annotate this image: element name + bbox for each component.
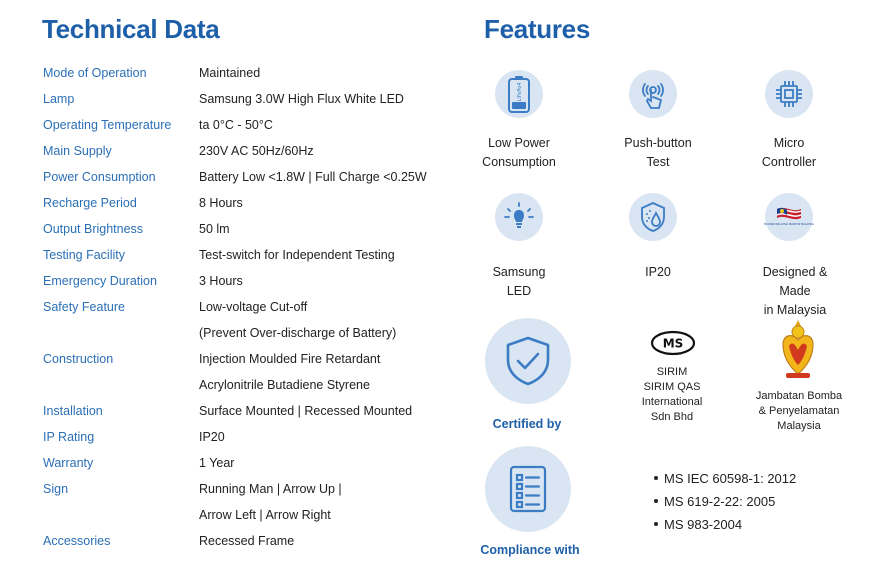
spec-row [0, 326, 470, 352]
spec-value: IP20 [199, 430, 225, 444]
feature-line: Controller [761, 155, 817, 169]
spec-value: Recessed Frame [199, 534, 295, 548]
org-line: SIRIM [656, 366, 688, 378]
feature-micro-controller [734, 134, 844, 172]
spec-row [0, 222, 470, 248]
feature-line: Low Power [488, 136, 550, 150]
org-line: Jambatan Bomba [755, 390, 843, 402]
feature-made-in-malaysia [740, 263, 850, 320]
spec-label: Construction [43, 352, 114, 366]
spec-row [0, 170, 470, 196]
spec-label: Power Consumption [43, 170, 156, 184]
feature-line: Micro [773, 136, 805, 150]
spec-label: Output Brightness [43, 222, 144, 236]
bullet-icon [654, 522, 658, 526]
spec-value: 8 Hours [199, 196, 243, 210]
standard-item [654, 494, 775, 509]
bullet-icon [654, 476, 658, 480]
spec-value: ta 0°C - 50°C [199, 118, 273, 132]
org-line: & Penyelamatan [758, 405, 840, 417]
spec-row [0, 352, 470, 378]
spec-row [0, 144, 470, 170]
spec-label: Operating Temperature [43, 118, 172, 132]
spec-value: Injection Moulded Fire Retardant [199, 352, 381, 366]
spec-label: Sign [43, 482, 69, 496]
spec-label: Emergency Duration [43, 274, 157, 288]
certified-by-label: Certified by [492, 417, 562, 431]
standard-text: MS 983-2004 [664, 517, 743, 532]
spec-row [0, 274, 470, 300]
feature-line: Made [779, 284, 811, 298]
spec-label: Installation [43, 404, 103, 418]
feature-line: in Malaysia [763, 303, 827, 317]
feature-line: LED [506, 284, 532, 298]
spec-value: Surface Mounted | Recessed Mounted [199, 404, 413, 418]
spec-value: Test-switch for Independent Testing [199, 248, 395, 262]
spec-value: Running Man | Arrow Up | [199, 482, 342, 496]
spec-value: 50 lm [199, 222, 230, 236]
features-title: Features [484, 14, 590, 44]
standard-item [654, 471, 796, 486]
spec-row [0, 456, 470, 482]
feature-push-button [603, 134, 713, 172]
water-drop-icon [629, 193, 677, 241]
battery-icon [495, 70, 543, 118]
spec-value: Battery Low <1.8W | Full Charge <0.25W [199, 170, 427, 184]
sirim-logo-text: MS [662, 336, 684, 351]
spec-row [0, 404, 470, 430]
feature-low-power [464, 134, 574, 172]
spec-row [0, 508, 470, 534]
spec-label: Testing Facility [43, 248, 125, 262]
spec-row [0, 482, 470, 508]
spec-label: Safety Feature [43, 300, 125, 314]
spec-value: Samsung 3.0W High Flux White LED [199, 92, 404, 106]
feature-line: Samsung [492, 265, 546, 279]
feature-line: Push-button [624, 136, 692, 150]
spec-value: Low-voltage Cut-off [199, 300, 308, 314]
malaysia-flag-icon-text: BUATAN MALAYSIA MADE IN MALAYSIA [764, 223, 814, 226]
spec-label: Recharge Period [43, 196, 137, 210]
standard-item [654, 517, 742, 532]
sirim-name [616, 365, 728, 425]
feature-line: Consumption [482, 155, 556, 169]
spec-value: Arrow Left | Arrow Right [199, 508, 331, 522]
spec-value: Maintained [199, 66, 261, 80]
feature-ip20 [603, 263, 713, 282]
push-button-icon [629, 70, 677, 118]
org-line: Malaysia [777, 420, 821, 432]
org-line: International [641, 396, 703, 408]
spec-label: Accessories [43, 534, 111, 548]
battery-icon-label: LiFePo4 [517, 82, 523, 102]
sirim-ms-logo [650, 330, 696, 356]
org-line: Sdn Bhd [650, 411, 694, 423]
spec-row [0, 534, 470, 560]
feature-line: IP20 [645, 265, 671, 279]
bullet-icon [654, 499, 658, 503]
standard-text: MS 619-2-22: 2005 [664, 494, 776, 509]
feature-line: Designed & [762, 265, 828, 279]
shield-check-icon [485, 318, 571, 404]
spec-row [0, 378, 470, 404]
spec-value: 1 Year [199, 456, 235, 470]
spec-row [0, 248, 470, 274]
spec-row [0, 92, 470, 118]
spec-row [0, 118, 470, 144]
spec-row [0, 300, 470, 326]
feature-line: Test [646, 155, 670, 169]
compliance-with-label: Compliance with [480, 543, 580, 557]
spec-value: (Prevent Over-discharge of Battery) [199, 326, 397, 340]
spec-value: 230V AC 50Hz/60Hz [199, 144, 314, 158]
spec-label: Mode of Operation [43, 66, 147, 80]
technical-data-title: Technical Data [42, 14, 220, 44]
spec-label: Main Supply [43, 144, 112, 158]
spec-label: Lamp [43, 92, 75, 106]
standard-text: MS IEC 60598-1: 2012 [664, 471, 797, 486]
bomba-name [741, 389, 857, 434]
led-icon [495, 193, 543, 241]
bomba-crest-icon [775, 318, 821, 382]
org-line: SIRIM QAS [643, 381, 701, 393]
microchip-icon [765, 70, 813, 118]
malaysia-flag-icon [765, 193, 813, 241]
feature-samsung-led [464, 263, 574, 301]
spec-label: IP Rating [43, 430, 95, 444]
checklist-icon [485, 446, 571, 532]
spec-label: Warranty [43, 456, 94, 470]
spec-row [0, 430, 470, 456]
spec-row [0, 66, 470, 92]
spec-row [0, 196, 470, 222]
spec-value: 3 Hours [199, 274, 243, 288]
spec-value: Acrylonitrile Butadiene Styrene [199, 378, 370, 392]
